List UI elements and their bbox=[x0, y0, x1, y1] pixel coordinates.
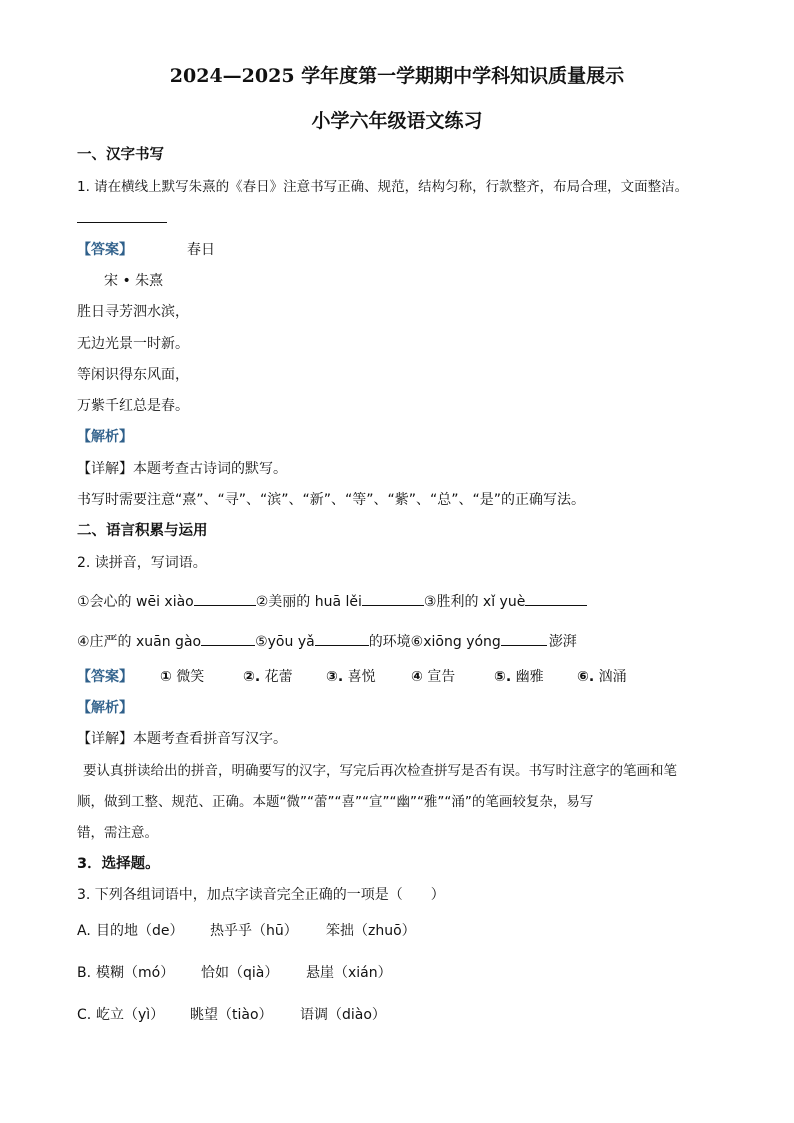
paragraph-line: 错，需注意。 bbox=[77, 825, 158, 841]
option-label: A. bbox=[77, 923, 91, 939]
answer-item: ⑤. 幽雅 bbox=[494, 669, 544, 685]
detail-tag: 【详解】 bbox=[77, 461, 133, 477]
pinyin-item: 澎湃 bbox=[548, 634, 577, 650]
pinyin-item: ③胜利的 xǐ yuè bbox=[423, 594, 526, 610]
pinyin-item: ②美丽的 huā lěi bbox=[255, 594, 362, 610]
poem-line: 等闲识得东风面， bbox=[77, 367, 189, 383]
detail-text: 本题考查古诗词的默写。 bbox=[133, 461, 287, 477]
answer-blank bbox=[525, 591, 587, 606]
pinyin-item: ⑤yōu yǎ bbox=[255, 634, 315, 650]
option-item: 屹立（yì） bbox=[96, 1007, 165, 1023]
answer-tag: 【答案】 bbox=[77, 669, 133, 685]
detail-line bbox=[77, 730, 287, 748]
poem-title: 春日 bbox=[187, 242, 215, 258]
answer-item: ②. 花蕾 bbox=[243, 669, 293, 685]
question-text: 3. 下列各组词语中，加点字读音完全正确的一项是（ ） bbox=[77, 887, 445, 903]
answer-tag: 【答案】 bbox=[77, 242, 133, 258]
section-heading: 3．选择题。 bbox=[77, 856, 160, 872]
answer-blank bbox=[315, 631, 369, 646]
poem-line: 万紫千红总是春。 bbox=[77, 398, 189, 414]
answer-blank bbox=[362, 591, 424, 606]
option-item: 恰如（qià） bbox=[201, 965, 279, 981]
answer-blank bbox=[201, 631, 255, 646]
option-item: 眺望（tiào） bbox=[190, 1007, 273, 1023]
answer-blank-line bbox=[77, 222, 167, 223]
pinyin-item: ④庄严的 xuān gào bbox=[77, 634, 202, 650]
page-subtitle: 小学六年级语文练习 bbox=[311, 110, 483, 132]
answer-blank bbox=[194, 591, 256, 606]
pinyin-item: 的环境⑥xiōng yóng bbox=[368, 634, 501, 650]
answer-item: ① 微笑 bbox=[160, 669, 205, 685]
answer-item: ⑥. 汹涌 bbox=[577, 669, 627, 685]
analysis-tag: 【解析】 bbox=[77, 700, 133, 716]
option-label: C. bbox=[77, 1007, 92, 1023]
pinyin-row bbox=[77, 631, 577, 651]
page-title: 2024—2025 学年度第一学期期中学科知识质量展示 bbox=[169, 65, 625, 87]
detail-text: 本题考查看拼音写汉字。 bbox=[133, 731, 287, 747]
answer-item: ④ 宣告 bbox=[411, 669, 456, 685]
paragraph-line: 顺，做到工整、规范、正确。本题“微”“蕾”“喜”“宣”“幽”“雅”“涌”的笔画较复杂，易写 bbox=[77, 794, 594, 810]
pinyin-row bbox=[77, 591, 587, 611]
option-item: 悬崖（xián） bbox=[306, 965, 392, 981]
pinyin-item: ①会心的 wēi xiào bbox=[77, 594, 194, 610]
section-heading: 二、语言积累与运用 bbox=[77, 523, 208, 539]
option-item: 模糊（mó） bbox=[96, 965, 175, 981]
poem-author: 宋 • 朱熹 bbox=[104, 273, 164, 289]
section-heading: 一、汉字书写 bbox=[77, 147, 164, 163]
poem-line: 胜日寻芳泗水滨， bbox=[77, 304, 189, 320]
option-item: 目的地（de） bbox=[96, 923, 184, 939]
answer-blank bbox=[501, 631, 547, 646]
detail-tag: 【详解】 bbox=[77, 731, 133, 747]
answer-item: ③. 喜悦 bbox=[326, 669, 376, 685]
detail-line bbox=[77, 460, 287, 478]
analysis-tag: 【解析】 bbox=[77, 429, 133, 445]
detail-text: 书写时需要注意“熹”、“寻”、“滨”、“新”、“等”、“紫”、“总”、“是”的正确写法。 bbox=[77, 492, 586, 508]
option-item: 笨拙（zhuō） bbox=[326, 923, 416, 939]
question-text: 2. 读拼音，写词语。 bbox=[77, 555, 207, 571]
option-label: B. bbox=[77, 965, 92, 981]
option-item: 语调（diào） bbox=[300, 1007, 386, 1023]
poem-line: 无边光景一时新。 bbox=[77, 336, 189, 352]
question-text: 1. 请在横线上默写朱熹的《春日》注意书写正确、规范，结构匀称，行款整齐，布局合理，文面整洁。 bbox=[77, 179, 689, 195]
paragraph-line: 要认真拼读给出的拼音，明确要写的汉字，写完后再次检查拼写是否有误。书写时注意字的笔画和笔 bbox=[83, 763, 677, 779]
option-item: 热乎乎（hū） bbox=[210, 923, 298, 939]
